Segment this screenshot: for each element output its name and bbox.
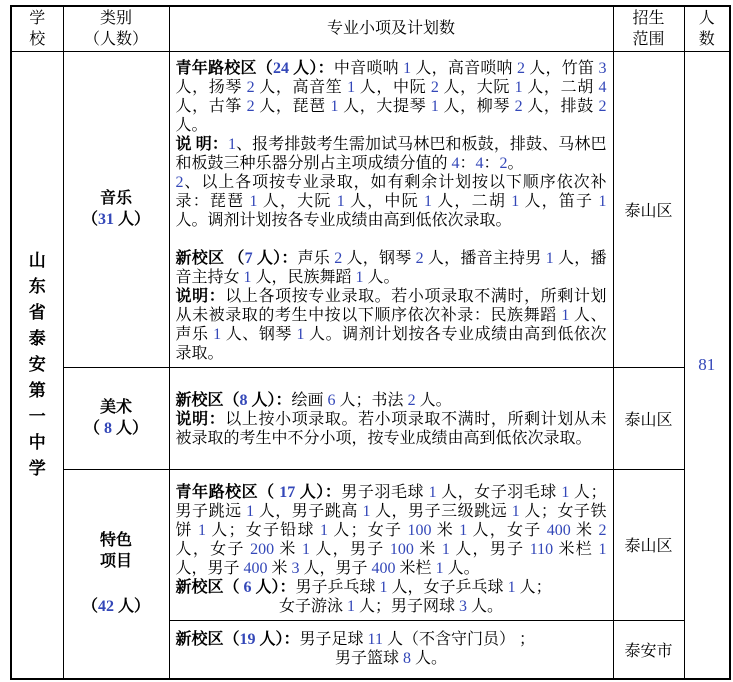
music-campus1-lead: 青年路校区（24 人）： bbox=[175, 59, 334, 77]
category-art-count: （ 8 人） bbox=[83, 420, 149, 437]
scope-art-cell bbox=[613, 367, 684, 469]
admission-plan-table bbox=[10, 5, 731, 680]
music-note1-paragraph bbox=[176, 135, 607, 173]
category-music-name: 音乐 bbox=[99, 190, 132, 207]
scope-music-label: 泰山区 bbox=[624, 202, 673, 220]
category-art-cell bbox=[63, 367, 169, 469]
sports-campus2-text: 男子乒乓球 1 人，女子乒乓球 1 人； bbox=[295, 578, 552, 596]
music-items-cell bbox=[169, 51, 613, 367]
art-campus-lead: 新校区（8 人）： bbox=[175, 392, 292, 409]
music-campus2-lead: 新校区 （7 人）： bbox=[175, 249, 298, 267]
music-campus2-text: 声乐 2 人，钢琴 2 人，播音主持男 1 人，播音主持女 1 人，民族舞蹈 1 人。 bbox=[175, 249, 607, 286]
col-header-school: 学 校 bbox=[11, 6, 63, 51]
art-note-lead: 说明： bbox=[175, 411, 226, 428]
music-note1-lead: 说 明： bbox=[175, 135, 228, 153]
header-row bbox=[11, 6, 730, 51]
sports-part2-items-cell bbox=[169, 620, 613, 679]
sports-campus1-paragraph bbox=[176, 483, 607, 578]
scope-art-label: 泰山区 bbox=[624, 411, 673, 429]
school-name-cell bbox=[11, 51, 63, 679]
sports-campus1-lead: 青年路校区（ 17 人）： bbox=[175, 483, 342, 501]
scope-sports2-label: 泰安市 bbox=[624, 642, 673, 660]
art-note-paragraph bbox=[176, 410, 607, 448]
art-campus-text: 绘画 6 人；书法 2 人。 bbox=[291, 392, 452, 409]
art-note-text: 以上按小项录取。若小项录取不满时，所剩计划从未被录取的考生中不分小项，按专业成绩由高到低依次录取。 bbox=[175, 411, 607, 447]
sports-campus3-paragraph bbox=[176, 630, 607, 649]
col-header-category: 类别 （人数） bbox=[63, 6, 169, 51]
scope-sports1-label: 泰山区 bbox=[624, 538, 673, 555]
music-note2-paragraph bbox=[176, 173, 607, 230]
music-note3-text: 以上各项按专业录取。若小项录取不满时，所剩计划从未被录取的考生中按以下顺序依次补录：民族舞蹈 1 人、声乐 1 人、钢琴 1 人。调剂计划按各专业成绩由高到低依次录取。 bbox=[175, 287, 607, 362]
school-name: 山东省泰安第一中学 bbox=[28, 250, 46, 478]
music-note1-text: 1、报考排鼓考生需加试马林巴和板鼓，排鼓、马林巴和板鼓三种乐器分别占主项成绩分值的 4：4：2。 bbox=[175, 135, 607, 172]
category-music-count: （31 人） bbox=[81, 211, 151, 228]
total-count-cell: 81 bbox=[684, 51, 730, 679]
sports-campus3-text: 男子足球 11 人（不含守门员） ； bbox=[299, 631, 535, 649]
sports-row-part1 bbox=[11, 469, 730, 620]
scope-music-cell bbox=[613, 51, 684, 367]
scope-sports1-cell bbox=[613, 469, 684, 620]
col-header-scope: 招生 范围 bbox=[613, 6, 684, 51]
category-art-name: 美术 bbox=[99, 399, 132, 416]
category-sports-name: 特色 项目 bbox=[99, 532, 132, 571]
music-note3-lead: 说明： bbox=[175, 287, 226, 305]
category-sports-count: （42 人） bbox=[81, 598, 151, 616]
col-header-count: 人 数 bbox=[684, 6, 730, 51]
art-row bbox=[11, 367, 730, 469]
sports-campus1-text: 男子羽毛球 1 人，女子羽毛球 1 人；男子跳远 1 人，男子跳高 1 人，男子三级跳远 1 人；女子铁饼 1 人；女子铅球 1 人；女子 100 米 1 人，女子 400 米 2 人，女子 200 米 1 人，男子 100 米 1 人，男子 110 米栏 1 人，男子 400 米 3 人，男子 400 米栏 1 人。 bbox=[175, 483, 607, 577]
music-campus1-paragraph bbox=[176, 59, 607, 135]
sports-campus2-centered-line: 女子游泳 1 人；男子网球 3 人。 bbox=[278, 597, 504, 615]
col-header-items: 专业小项及计划数 bbox=[169, 6, 613, 51]
music-campus2-paragraph bbox=[176, 249, 607, 287]
music-campus1-text: 中音唢呐 1 人，高音唢呐 2 人，竹笛 3 人，扬琴 2 人，高音笙 1 人，中阮 2 人，大阮 1 人，二胡 4 人，古筝 2 人，琵琶 1 人，大提琴 1 人，柳琴 2 人，排鼓 2 人。 bbox=[175, 59, 607, 134]
music-row bbox=[11, 51, 730, 367]
scope-sports2-cell bbox=[613, 620, 684, 679]
music-note3-paragraph bbox=[176, 287, 607, 363]
sports-campus3-centered-line: 男子篮球 8 人。 bbox=[334, 650, 448, 668]
art-items-cell bbox=[169, 367, 613, 469]
sports-campus2-paragraph bbox=[176, 578, 607, 597]
category-music-cell bbox=[63, 51, 169, 367]
music-note2-text: 2、以上各项按专业录取，如有剩余计划按以下顺序依次补录：琵琶 1 人，大阮 1 人，中阮 1 人，二胡 1 人，笛子 1 人。调剂计划按各专业成绩由高到低依次录取。 bbox=[175, 173, 607, 229]
sports-campus3-lead: 新校区（19 人）： bbox=[175, 631, 300, 649]
category-sports-cell bbox=[63, 469, 169, 679]
blank-line bbox=[176, 230, 607, 249]
art-campus-paragraph bbox=[176, 391, 607, 410]
sports-part1-items-cell bbox=[169, 469, 613, 620]
sports-campus2-lead: 新校区（ 6 人）： bbox=[175, 578, 296, 596]
